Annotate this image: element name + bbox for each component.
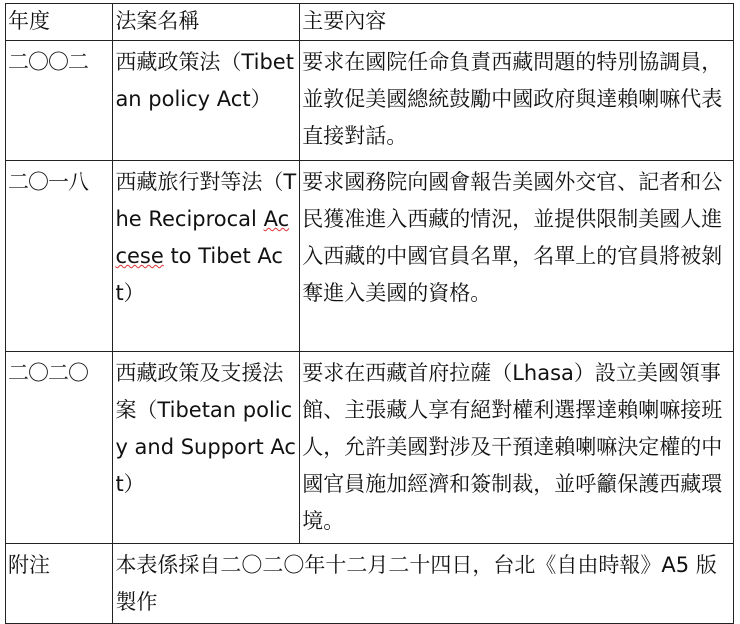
row-year: 二〇〇二 xyxy=(6,41,113,161)
row-content: 要求國務院向國會報告美國外交官、記者和公民獲准進入西藏的情況，並提供限制美國人進入西藏的中國官員名單，名單上的官員將被剝奪進入美國的資格。 xyxy=(300,161,734,352)
row-name: 西藏政策及支援法案（Tibetan policy and Support Act） xyxy=(113,352,300,544)
header-content: 主要內容 xyxy=(300,4,734,41)
row-name xyxy=(113,161,300,352)
row-year: 二〇一八 xyxy=(6,161,113,352)
table-row xyxy=(6,41,734,161)
legislation-table xyxy=(5,3,734,624)
row-year: 二〇二〇 xyxy=(6,352,113,544)
row-name-underlined: Accese xyxy=(115,207,290,268)
row-name: 西藏政策法（Tibetan policy Act） xyxy=(113,41,300,161)
row-name-suffix: to Tibet Act） xyxy=(115,244,283,305)
row-content: 要求在西藏首府拉薩（Lhasa）設立美國領事館、主張藏人享有絕對權利選擇達賴喇嘛接班人，允許美國對涉及干預達賴喇嘛決定權的中國官員施加經濟和簽制裁，並呼籲保護西藏環境。 xyxy=(300,352,734,544)
note-row xyxy=(6,544,734,624)
table-row xyxy=(6,352,734,544)
header-year: 年度 xyxy=(6,4,113,41)
header-name: 法案名稱 xyxy=(113,4,300,41)
row-content: 要求在國院任命負責西藏問題的特別協調員，並敦促美國總統鼓勵中國政府與達賴喇嘛代表直接對話。 xyxy=(300,41,734,161)
table-header-row xyxy=(6,4,734,41)
note-text: 本表係採自二〇二〇年十二月二十四日，台北《自由時報》A5 版製作 xyxy=(113,544,734,624)
note-label: 附注 xyxy=(6,544,113,624)
row-name-prefix: 西藏旅行對等法（The Reciprocal xyxy=(115,170,297,231)
table-row xyxy=(6,161,734,352)
